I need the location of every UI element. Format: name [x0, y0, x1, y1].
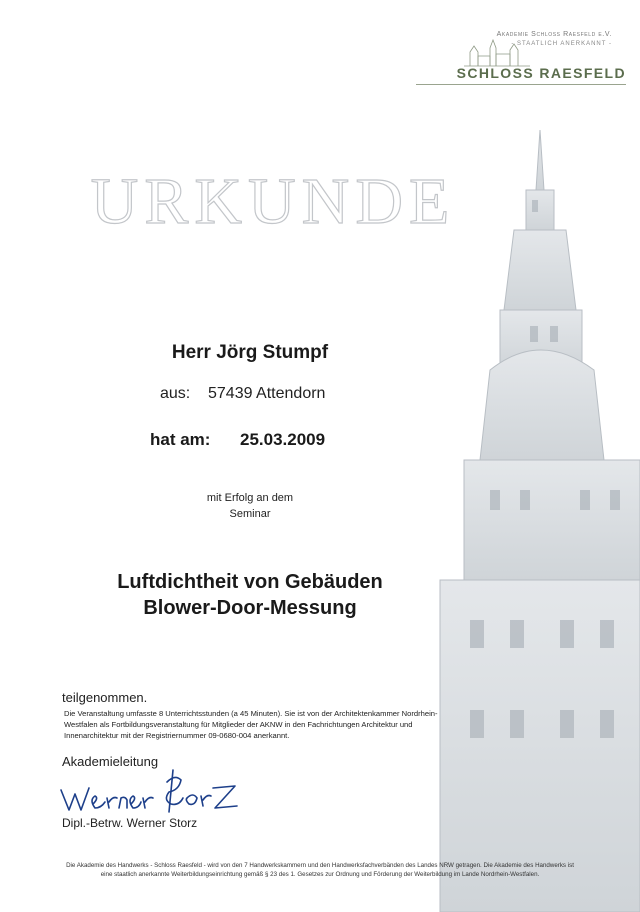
success-line: mit Erfolg an dem: [206, 492, 294, 504]
castle-tower-watermark-icon: [380, 130, 640, 912]
certificate-title: [58, 165, 488, 235]
signatory-name: Dipl.-Betrw. Werner Storz: [62, 816, 198, 830]
course-details: Die Veranstaltung umfasste 8 Unterrichtsstunden (a 45 Minuten). Sie ist von der Architektenkammer Nordrhein-Westfalen als Fortbildungsveranstaltung für Mitglieder der AKNW in den Fachrichtungen Architektur und Innenarchitektur mit der Registriernummer 09-0680-004 anerkannt.: [64, 709, 438, 740]
seminar-label: Seminar: [229, 508, 271, 520]
signatory-role: Akademieleitung: [62, 754, 159, 769]
recognition-line: - STAATLICH ANERKANNT -: [511, 41, 612, 47]
header-divider: [416, 84, 626, 85]
date-value: 25.03.2009: [240, 430, 326, 449]
handwritten-signature-icon: [55, 768, 245, 818]
participated-text: teilgenommen.: [62, 690, 148, 705]
recipient-name: Herr Jörg Stumpf: [171, 342, 329, 363]
brand-name: SCHLOSS RAESFELD: [456, 65, 626, 81]
title-text: URKUNDE: [90, 165, 456, 235]
institution-line: Akademie Schloss Raesfeld e.V.: [496, 31, 612, 38]
course-title-line-2: Blower-Door-Messung: [143, 597, 357, 619]
course-title-line-1: Luftdichtheit von Gebäuden: [117, 571, 383, 593]
date-label: hat am:: [150, 430, 211, 449]
footer-note: Die Akademie des Handwerks - Schloss Raesfeld - wird von den 7 Handwerkskammern und den Handwerksfachverbänden des Landes NRW getragen. Die Akademie des Handwerks ist eine staatlich anerkannte Weiterbildungseinrichtung gemäß § 23 des 1. Gesetzes zur Ordnung und Förderung der Weiterbildung im Lande Nordrhein-Westfalen.: [66, 862, 574, 878]
castle-logo-icon: [460, 34, 600, 68]
from-value: 57439 Attendorn: [208, 385, 326, 402]
from-label: aus:: [160, 385, 191, 402]
